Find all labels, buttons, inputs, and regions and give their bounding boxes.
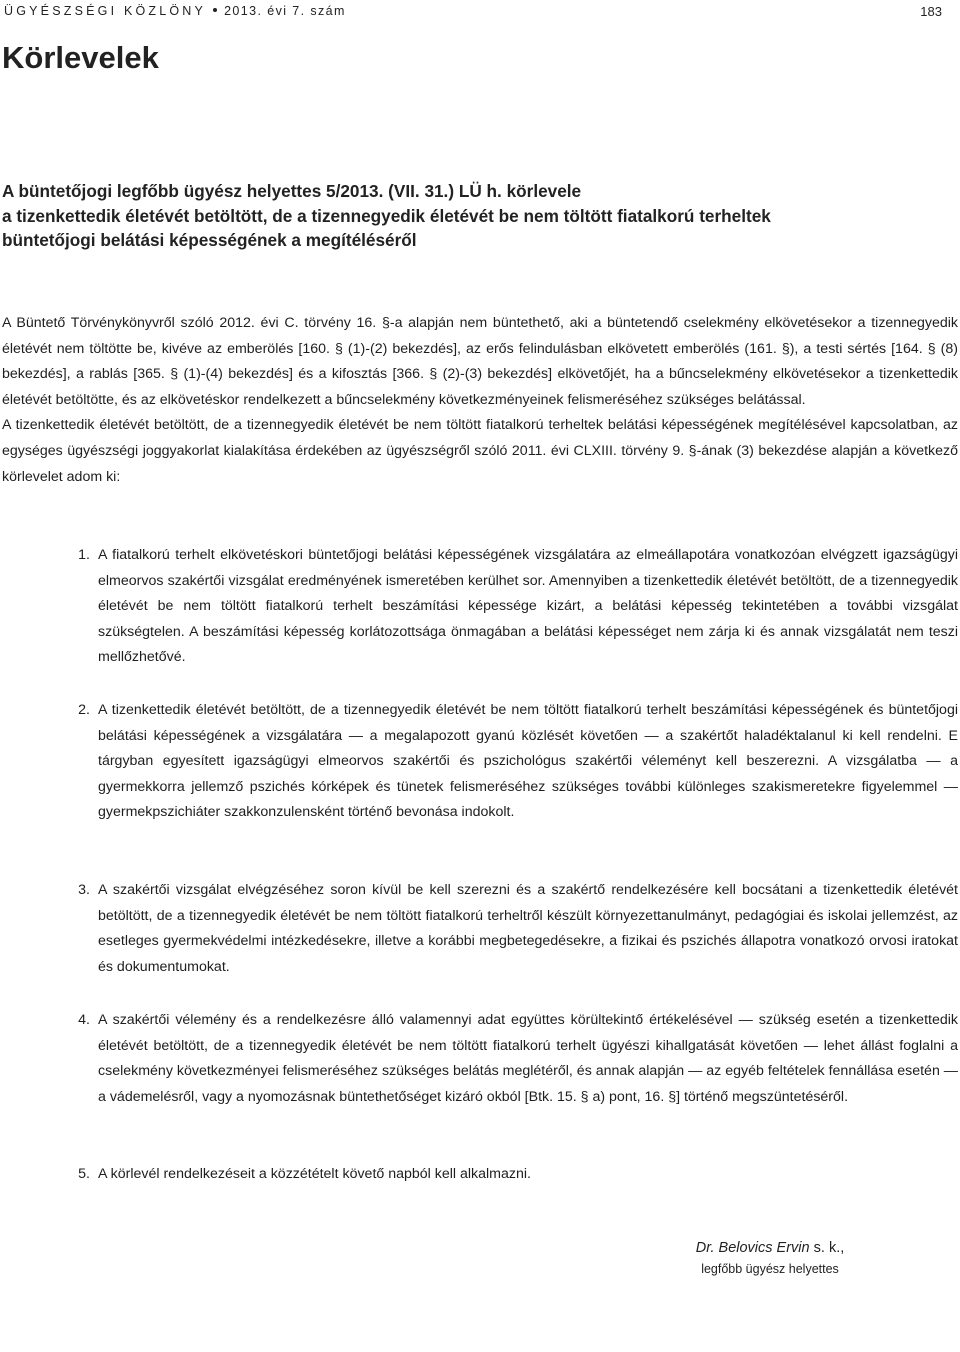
journal-name: ÜGYÉSZSÉGI KÖZLÖNY bbox=[4, 4, 207, 18]
list-item bbox=[2, 698, 958, 826]
signatory-suffix: s. k., bbox=[809, 1240, 845, 1256]
section-title: Körlevelek bbox=[2, 40, 159, 75]
intro-paragraph-2: A tizenkettedik életévét betöltött, de a tizennegyedik életévét be nem töltött fiatalkorú terheltek belátási képességének megítélésével kapcsolatban, az egységes ügyészségi joggyakorlat kialakítása érdekében az ügyészségről szóló 2011. évi CLXIII. törvény 9. §-ának (3) bekezdése alapján a következő körlevelet adom ki: bbox=[2, 417, 958, 485]
page-number: 183 bbox=[920, 4, 942, 19]
item-number: 1. bbox=[78, 547, 90, 563]
list-item bbox=[2, 543, 958, 671]
item-number: 4. bbox=[78, 1012, 90, 1028]
document-title-line-1: A büntetőjogi legfőbb ügyész helyettes 5/2013. (VII. 31.) LÜ h. körlevele bbox=[2, 181, 582, 201]
item-text: A körlevél rendelkezéseit a közzétételt követő napból kell alkalmazni. bbox=[98, 1166, 531, 1182]
item-text: A tizenkettedik életévét betöltött, de a tizennegyedik életévét be nem töltött fiatalkorú terhelt beszámítási képességének és büntetőjogi belátási képességének a vizsgálatára — a megalapozott gyanú közlését követően — a szakértőt haladéktalanul ki kell rendelni. E tárgyban egyesített igazságügyi elmeorvos szakértői és pszichológus szakértői véleményt kell beszerezni. A vizsgálatba — a gyermekkorra jellemző pszichés kórképek és tünetek felismeréséhez szükséges további különleges szakismeretekre figyelemmel — gyermekpszichiáter szakkonzulensként történő bevonása indokolt. bbox=[98, 702, 958, 821]
page-header bbox=[4, 4, 942, 22]
separator-dot bbox=[213, 8, 217, 12]
intro-paragraph-1: A Büntető Törvénykönyvről szóló 2012. évi C. törvény 16. §-a alapján nem büntethető, aki a büntetendő cselekmény elkövetésekor a tizennegyedik életévét nem töltötte be, kivéve az emberölés [160. § (1)-(2) bekezdés], az erős felindulásban elkövetett emberölés (161. §), a testi sértés [164. § (8) bekezdés], a rablás [365. § (1)-(4) bekezdés] és a kifosztás [366. § (2)-(3) bekezdés] elkövetőjét, ha a bűncselekmény elkövetésekor a tizenkettedik életévét betöltötte, és az elkövetéskor rendelkezett a bűncselekmény következményeinek felismeréséhez szükséges belátással. bbox=[2, 315, 958, 408]
document-title-line-2: a tizenkettedik életévét betöltött, de a tizennegyedik életévét be nem töltött fiatalkorú terheltek bbox=[2, 205, 771, 226]
item-text: A szakértői vizsgálat elvégzéséhez soron kívül be kell szerezni és a szakértő rendelkezésére kell bocsátani a tizenkettedik életévét betöltött, de a tizennegyedik életévét be nem töltött fiatalkorú terheltről készült környezettanulmányt, pedagógiai és iskolai jellemzést, az esetleges gyermekvédelmi intézkedésekre, illetve a korábbi megbetegedésekre, a fizikai és pszichés állapotra vonatkozó orvosi iratokat és dokumentumokat. bbox=[98, 882, 958, 975]
document-title bbox=[2, 179, 900, 253]
issue-label: 2013. évi 7. szám bbox=[224, 4, 346, 18]
item-number: 2. bbox=[78, 702, 90, 718]
signatory-name-line bbox=[640, 1240, 900, 1256]
signatory-name: Dr. Belovics Ervin bbox=[695, 1240, 810, 1256]
intro-section bbox=[2, 311, 958, 490]
item-text: A fiatalkorú terhelt elkövetéskori büntetőjogi belátási képességének vizsgálatára az elmeállapotára vonatkozóan elvégzett igazságügyi elmeorvos szakértői vizsgálat eredményének ismeretében kerülhet sor. Amennyiben a tizenkettedik életévét betöltött, de a tizennegyedik életévét be nem töltött fiatalkorú terhelt beszámítási képessége kizárt, a belátási képesség tekintetében a további vizsgálat szükségtelen. A beszámítási képesség korlátozottsága önmagában a belátási képességet nem zárja ki és annak vizsgálatát nem teszi mellőzhetővé. bbox=[98, 547, 958, 666]
list-item bbox=[2, 1162, 958, 1188]
signatory-role: legfőbb ügyész helyettes bbox=[701, 1262, 839, 1276]
list-item bbox=[2, 878, 958, 980]
item-number: 5. bbox=[78, 1166, 90, 1182]
item-text: A szakértői vélemény és a rendelkezésre álló valamennyi adat együttes körültekintő értékelésével — szükség esetén a tizenkettedik életévét betöltött, de a tizennegyedik életévét be nem töltött fiatalkorú terhelt ügyészi kihallgatását követően — lehet állást foglalni a cselekmény következményei felismeréséhez szükséges belátás meglétéről, és annak alapján — az egyéb feltételek fennállása esetén — a vádemelésről, vagy a nyomozásnak büntethetőséget kizáró okból [Btk. 15. § a) pont, 16. §] történő megszüntetéséről. bbox=[98, 1012, 958, 1105]
signature-block bbox=[640, 1240, 900, 1276]
document-title-line-3: büntetőjogi belátási képességének a megítéléséről bbox=[2, 230, 417, 250]
item-number: 3. bbox=[78, 882, 90, 898]
journal-header bbox=[4, 4, 346, 18]
list-item bbox=[2, 1008, 958, 1110]
